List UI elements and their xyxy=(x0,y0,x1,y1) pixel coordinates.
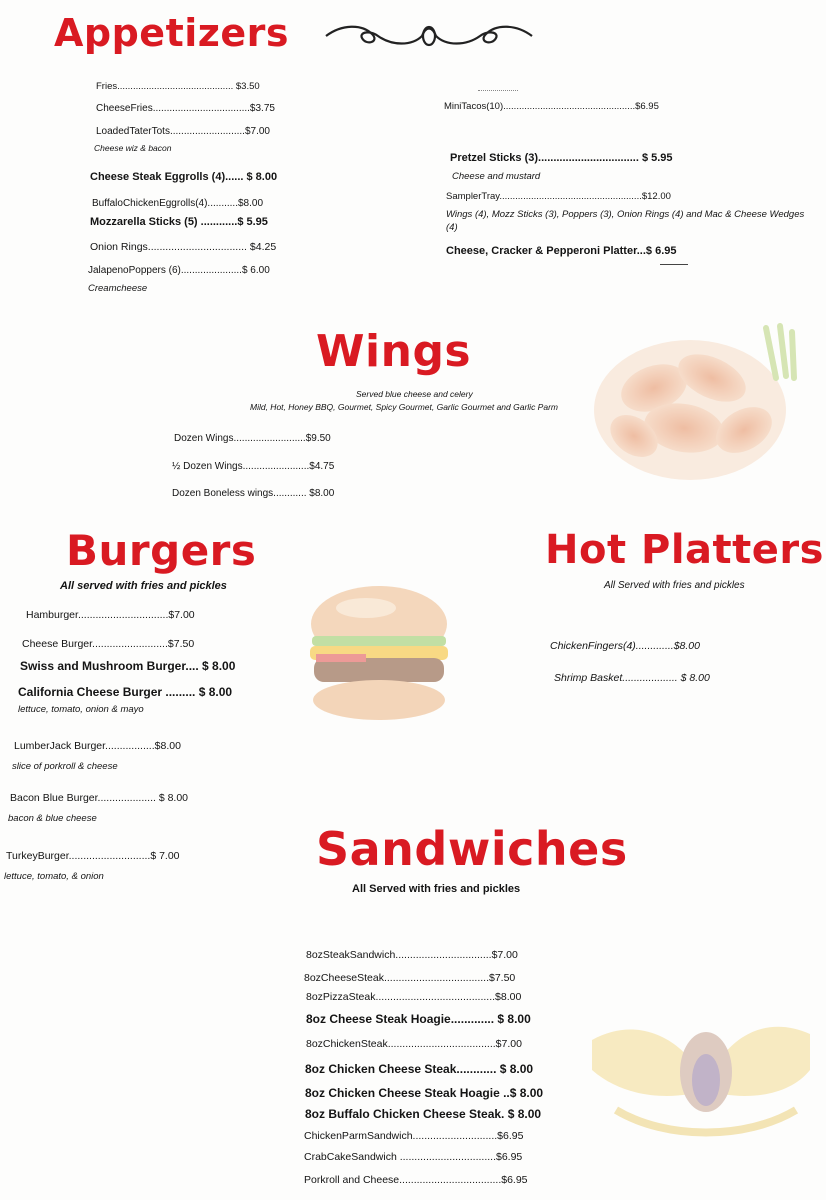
sandwich-photo xyxy=(586,1010,816,1150)
burger-item: TurkeyBurger............................$ 7.00 xyxy=(6,850,180,862)
wings-photo xyxy=(594,318,810,486)
burger-note: bacon & blue cheese xyxy=(8,813,97,824)
sandwiches-title: Sandwiches xyxy=(316,822,628,876)
appetizer-item: LoadedTaterTots...........................$7.00 xyxy=(96,126,270,137)
sandwich-item: 8ozSteakSandwich.................................$7.00 xyxy=(306,949,518,961)
appetizer-note: Creamcheese xyxy=(88,283,148,294)
hot-platter-item: ChickenFingers(4).............$8.00 xyxy=(550,640,700,652)
sandwich-item: 8ozChickenSteak.....................................$7.00 xyxy=(306,1038,522,1050)
appetizer-item: CheeseFries...................................$3.75 xyxy=(96,103,275,114)
burger-item: California Cheese Burger ......... $ 8.00 xyxy=(18,685,233,699)
hot-platters-subtitle: All Served with fries and pickles xyxy=(604,580,745,591)
sandwich-item: Porkroll and Cheese...................................$6.95 xyxy=(304,1174,528,1186)
burger-item: Hamburger...............................$7.00 xyxy=(26,609,195,621)
burger-photo xyxy=(306,584,452,722)
ornament-flourish-icon xyxy=(322,20,536,52)
appetizer-item: Cheese Steak Eggrolls (4)...... $ 8.00 xyxy=(90,171,278,183)
burgers-subtitle: All served with fries and pickles xyxy=(60,580,227,592)
burger-item: LumberJack Burger.................$8.00 xyxy=(14,740,181,752)
appetizer-note: Cheese and mustard xyxy=(452,171,541,182)
sandwich-item: 8ozPizzaSteak.........................................$8.00 xyxy=(306,991,522,1003)
appetizer-note: Wings (4), Mozz Sticks (3), Poppers (3), Onion Rings (4) and Mac & Cheese Wedges (4) xyxy=(446,209,805,234)
appetizers-title: Appetizers xyxy=(54,11,290,55)
appetizer-item: MiniTacos(10)..................................................$6.95 xyxy=(444,101,659,112)
burger-note: lettuce, tomato, & onion xyxy=(4,871,104,882)
appetizer-item: Onion Rings.................................. $4.25 xyxy=(90,241,277,253)
appetizer-note: Cheese wiz & bacon xyxy=(94,143,172,153)
sandwich-item: CrabCakeSandwich .................................$6.95 xyxy=(304,1151,523,1163)
sandwiches-subtitle: All Served with fries and pickles xyxy=(352,883,521,895)
burger-item: Swiss and Mushroom Burger.... $ 8.00 xyxy=(20,659,236,673)
divider xyxy=(478,90,518,91)
hot-platter-item: Shrimp Basket................... $ 8.00 xyxy=(554,672,710,684)
wings-title: Wings xyxy=(316,326,472,377)
divider xyxy=(660,264,688,265)
wings-item: Dozen Wings..........................$9.50 xyxy=(174,433,331,444)
hot-platters-title: Hot Platters xyxy=(545,527,824,573)
burger-note: lettuce, tomato, onion & mayo xyxy=(18,704,144,715)
sandwich-item: 8oz Buffalo Chicken Cheese Steak. $ 8.00 xyxy=(305,1107,542,1121)
wings-item: Dozen Boneless wings............ $8.00 xyxy=(172,488,335,499)
burger-item: Bacon Blue Burger.................... $ 8.00 xyxy=(10,792,189,804)
wings-flavors: Mild, Hot, Honey BBQ, Gourmet, Spicy Gourmet, Garlic Gourmet and Garlic Parm xyxy=(250,402,558,412)
appetizer-item: Cheese, Cracker & Pepperoni Platter...$ 6.95 xyxy=(446,245,677,257)
burgers-title: Burgers xyxy=(66,526,257,575)
appetizer-item: Fries............................................ $3.50 xyxy=(96,81,260,92)
sandwich-item: 8ozCheeseSteak....................................$7.50 xyxy=(304,972,516,984)
sandwich-item: 8oz Chicken Cheese Steak............ $ 8.00 xyxy=(305,1062,534,1076)
wings-subtitle: Served blue cheese and celery xyxy=(356,389,473,399)
sandwich-item: 8oz Cheese Steak Hoagie............. $ 8.00 xyxy=(306,1012,531,1026)
appetizer-item: BuffaloChickenEggrolls(4)...........$8.00 xyxy=(92,198,264,209)
sandwich-item: 8oz Chicken Cheese Steak Hoagie ..$ 8.00 xyxy=(305,1086,544,1100)
sandwich-item: ChickenParmSandwich.............................$6.95 xyxy=(304,1130,524,1142)
appetizer-item: JalapenoPoppers (6)......................$ 6.00 xyxy=(88,265,270,276)
appetizer-item: SamplerTray......................................................$12.00 xyxy=(446,191,671,202)
appetizer-item: Mozzarella Sticks (5) ............$ 5.95 xyxy=(90,216,268,228)
burger-note: slice of porkroll & cheese xyxy=(12,761,118,772)
appetizer-item: Pretzel Sticks (3)................................. $ 5.95 xyxy=(450,152,673,164)
burger-item: Cheese Burger..........................$7.50 xyxy=(22,638,195,650)
wings-item: ½ Dozen Wings........................$4.75 xyxy=(172,461,335,472)
